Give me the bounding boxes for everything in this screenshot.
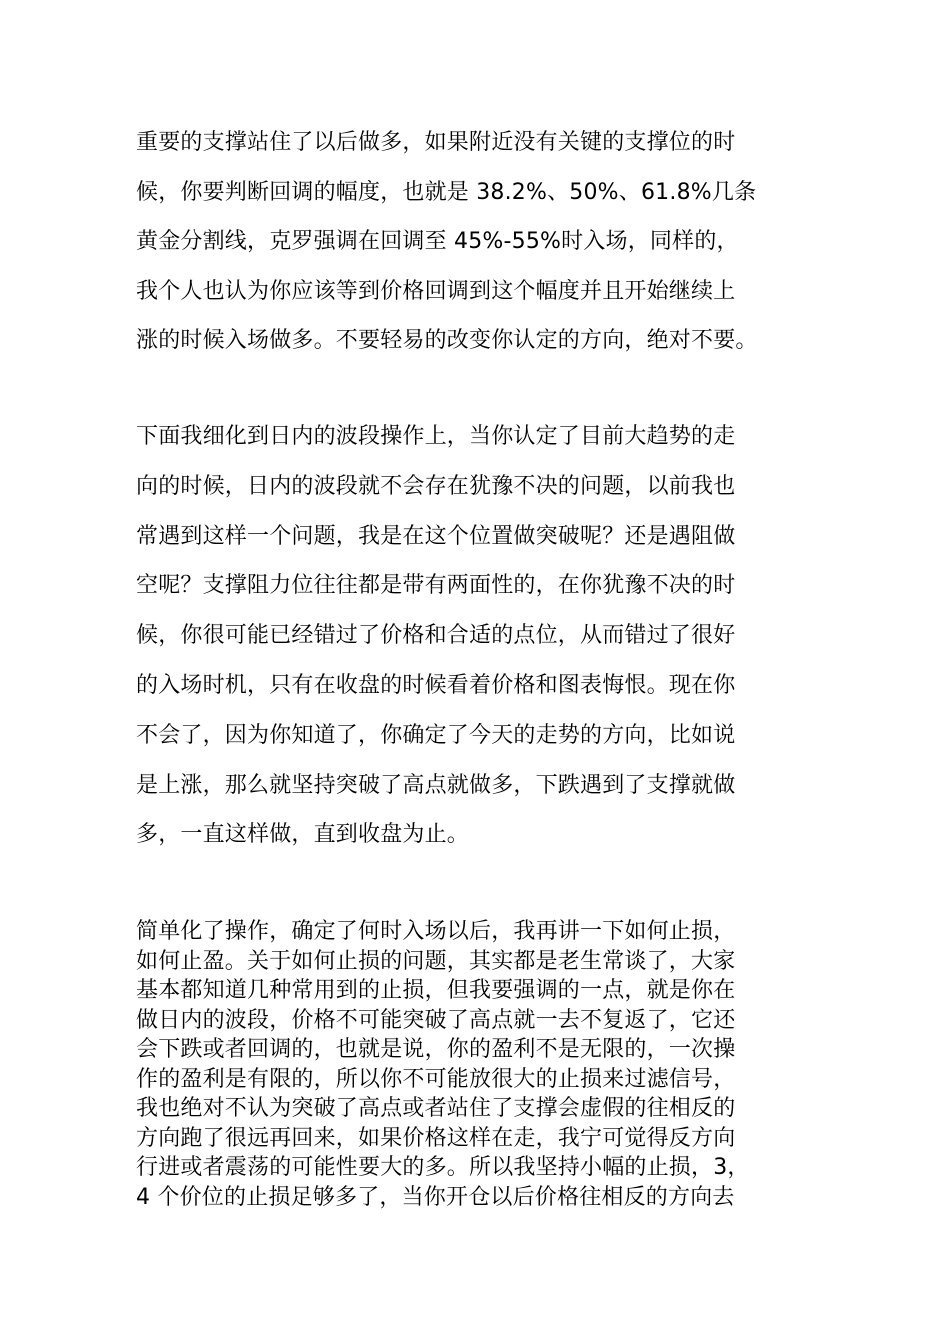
text-line: 我个人也认为你应该等到价格回调到这个幅度并且开始继续上	[136, 278, 736, 304]
text-line: 我也绝对不认为突破了高点或者站住了支撑会虚假的往相反的	[136, 1096, 736, 1121]
text-line: 常遇到这样一个问题，我是在这个位置做突破呢？还是遇阻做	[136, 523, 736, 549]
text-line: 做日内的波段，价格不可能突破了高点就一去不复返了，它还	[136, 1007, 736, 1033]
text-line: 方向跑了很远再回来，如果价格这样在走，我宁可觉得反方向	[136, 1125, 736, 1151]
text-line: 向的时候，日内的波段就不会存在犹豫不决的问题，以前我也	[136, 473, 736, 499]
text-line: 作的盈利是有限的，所以你不可能放很大的止损来过滤信号，	[136, 1066, 736, 1092]
text-line: 候，你很可能已经错过了价格和合适的点位，从而错过了很好	[136, 623, 736, 649]
text-line: 不会了，因为你知道了，你确定了今天的走势的方向，比如说	[136, 722, 736, 748]
text-line: 行进或者震荡的可能性要大的多。所以我坚持小幅的止损，3，	[136, 1155, 750, 1180]
text-line: 4 个价位的止损足够多了，当你开仓以后价格往相反的方向去	[136, 1184, 735, 1210]
text-line: 候，你要判断回调的幅度，也就是 38.2%、50%、61.8%几条	[136, 179, 757, 205]
paragraph-intraday-swing	[136, 412, 826, 860]
text-line: 会下跌或者回调的，也就是说，你的盈利不是无限的，一次操	[136, 1037, 736, 1062]
text-line: 涨的时候入场做多。不要轻易的改变你认定的方向，绝对不要。	[136, 328, 758, 353]
text-line: 简单化了操作，确定了何时入场以后，我再讲一下如何止损，	[136, 919, 736, 944]
text-line: 多，一直这样做，直到收盘为止。	[136, 822, 470, 848]
text-line: 如何止盈。关于如何止损的问题，其实都是老生常谈了，大家	[136, 948, 736, 974]
text-line: 基本都知道几种常用到的止损，但我要强调的一点，就是你在	[136, 978, 736, 1003]
text-line: 黄金分割线，克罗强调在回调至 45%-55%时入场，同样的，	[136, 229, 739, 254]
text-line: 的入场时机，只有在收盘的时候看着价格和图表悔恨。现在你	[136, 672, 736, 698]
text-line: 空呢？支撑阻力位往往都是带有两面性的，在你犹豫不决的时	[136, 573, 736, 599]
text-line: 是上涨，那么就坚持突破了高点就做多，下跌遇到了支撑就做	[136, 772, 736, 798]
text-line: 下面我细化到日内的波段操作上，当你认定了目前大趋势的走	[136, 424, 736, 449]
paragraph-support-retracement	[136, 118, 826, 366]
text-line: 重要的支撑站住了以后做多，如果附近没有关键的支撑位的时	[136, 130, 736, 155]
paragraph-stop-loss	[136, 917, 826, 1212]
